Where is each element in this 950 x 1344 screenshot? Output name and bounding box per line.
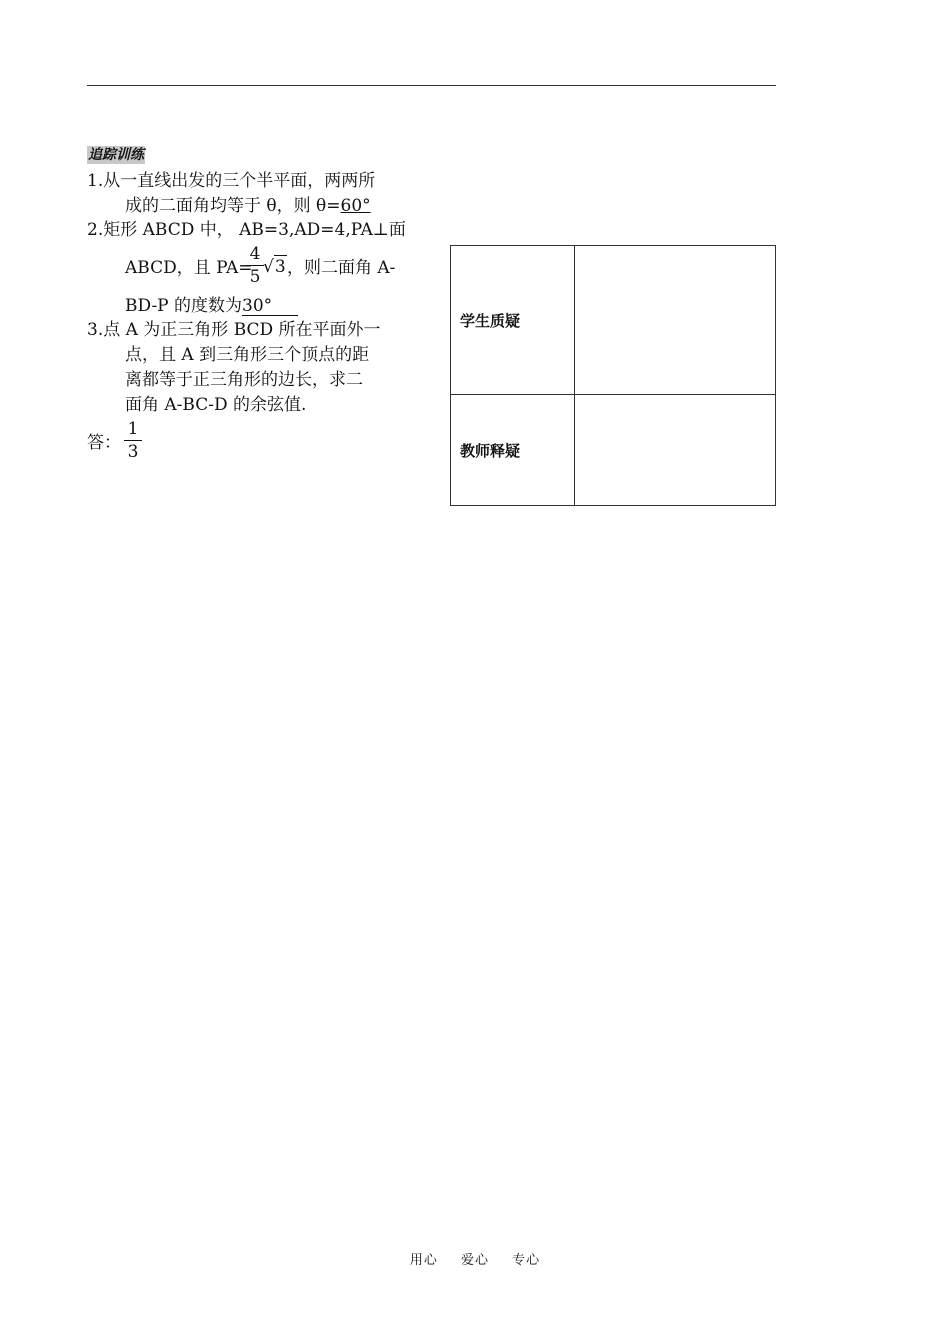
problem-2-line-3 <box>125 295 298 317</box>
fraction-bar <box>246 265 264 266</box>
problem-1-line-2 <box>125 195 371 217</box>
teacher-answer-cell[interactable] <box>575 395 775 505</box>
section-title: 追踪训练 <box>88 147 144 163</box>
problem-2-line-1: 2.矩形 ABCD 中， AB=3,AD=4,PA⊥面 <box>87 220 406 240</box>
problem-2-line-2-prefix: ABCD，且 PA= <box>125 258 253 278</box>
student-question-row <box>451 246 775 395</box>
problem-1-line-1: 1.从一直线出发的三个半平面，两两所 <box>87 171 376 191</box>
sqrt-radicand: 3 <box>274 257 286 277</box>
problem-2-answer: 30° <box>242 297 298 316</box>
problem-2-line-2-suffix: ，则二面角 A- <box>287 258 396 278</box>
teacher-answer-label: 教师释疑 <box>451 395 575 505</box>
page-footer: 用心 爱心 专心 <box>409 1253 541 1268</box>
fraction-denominator: 5 <box>249 267 261 287</box>
problem-3-line-1: 3.点 A 为正三角形 BCD 所在平面外一 <box>87 320 381 340</box>
header-rule <box>87 85 776 86</box>
problem-2-sqrt: √3 <box>263 257 286 277</box>
problem-2-text: BD-P 的度数为 <box>125 296 243 316</box>
problem-3-line-4: 面角 A-BC-D 的余弦值. <box>125 395 307 415</box>
fraction-bar <box>124 440 142 441</box>
fraction-numerator: 1 <box>127 419 139 439</box>
student-question-label: 学生质疑 <box>451 246 575 394</box>
problem-3-answer-fraction <box>124 419 142 462</box>
fraction-numerator: 4 <box>249 244 261 264</box>
problem-1-text: 成的二面角均等于 θ，则 θ= <box>125 196 341 216</box>
student-question-cell[interactable] <box>575 246 775 394</box>
problem-3-answer-label: 答： <box>87 433 121 453</box>
fraction-denominator: 3 <box>127 442 139 462</box>
problem-1-answer: 60° <box>340 196 371 216</box>
qa-table <box>450 245 776 506</box>
teacher-answer-row <box>451 395 775 505</box>
problem-3-line-2: 点，且 A 到三角形三个顶点的距 <box>125 345 370 365</box>
problem-2-fraction <box>246 244 264 287</box>
problem-3-line-3: 离都等于正三角形的边长，求二 <box>125 370 363 390</box>
